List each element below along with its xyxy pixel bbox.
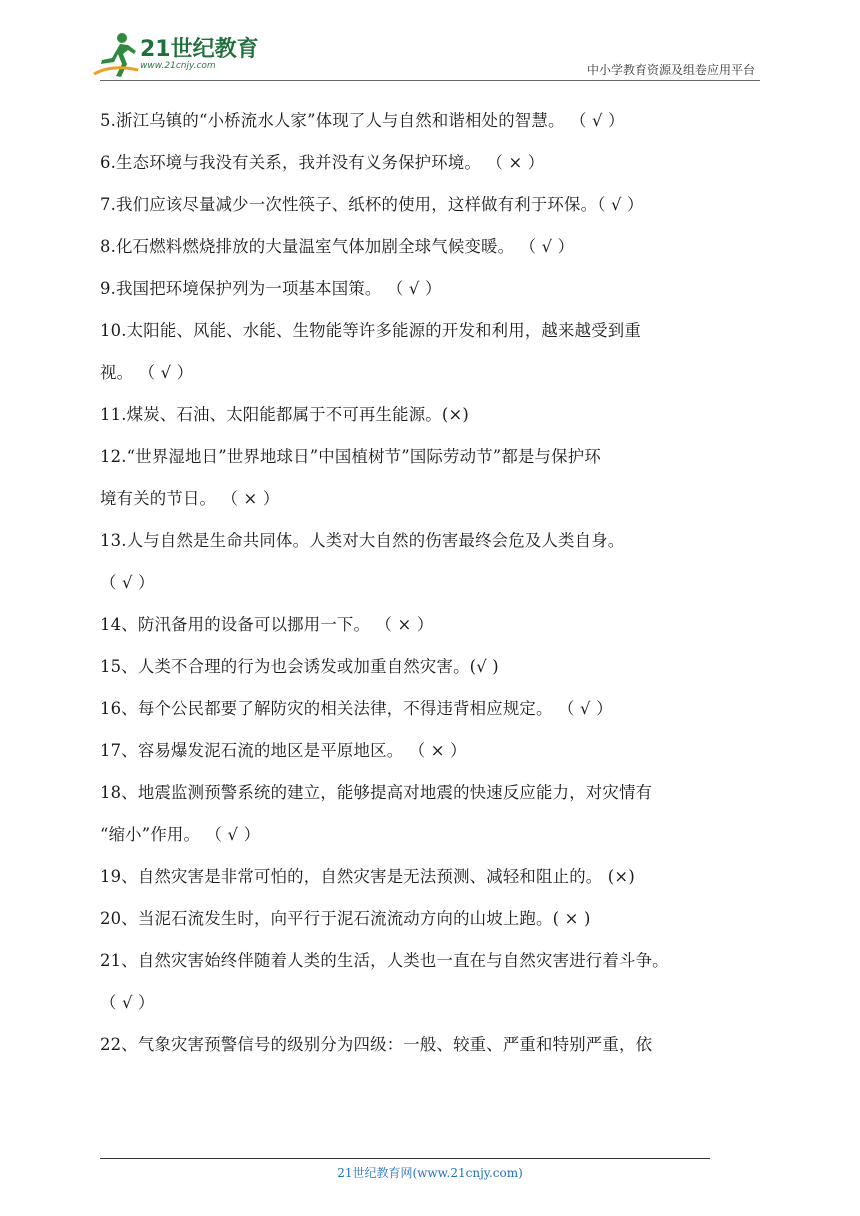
- page-footer: 21世纪教育网(www.21cnjy.com): [337, 1166, 523, 1180]
- text-line: 20、当泥石流发生时，向平行于泥石流流动方向的山坡上跑。( × ): [100, 909, 591, 928]
- text-line: （ √ ）: [100, 993, 155, 1012]
- text-line: 21、自然灾害始终伴随着人类的生活，人类也一直在与自然灾害进行着斗争。: [100, 951, 669, 970]
- text-line: 19、自然灾害是非常可怕的，自然灾害是无法预测、减轻和阻止的。 (×): [100, 867, 635, 886]
- logo-text: 21世纪教育: [140, 37, 259, 62]
- header-divider: [100, 80, 760, 81]
- text-line: 12.“世界湿地日”世界地球日”中国植树节”国际劳动节”都是与保护环: [100, 447, 601, 466]
- platform-title: 中小学教育资源及组卷应用平台: [586, 63, 755, 77]
- text-line: “缩小”作用。 （ √ ）: [100, 825, 261, 844]
- text-line: 10.太阳能、风能、水能、生物能等许多能源的开发和利用，越来越受到重: [100, 321, 641, 340]
- footer-divider: [100, 1158, 710, 1159]
- text-line: 13.人与自然是生命共同体。人类对大自然的伤害最终会危及人类自身。: [100, 531, 625, 550]
- page-header: [0, 0, 860, 90]
- text-line: 22、气象灾害预警信号的级别分为四级：一般、较重、严重和特别严重，依: [100, 1035, 653, 1054]
- text-line: 9.我国把环境保护列为一项基本国策。 （ √ ）: [100, 279, 442, 298]
- text-line: 6.生态环境与我没有关系，我并没有义务保护环境。 （ × ）: [100, 153, 545, 172]
- logo: [92, 30, 262, 82]
- document-body: [100, 100, 765, 1066]
- text-line: 5.浙江乌镇的“小桥流水人家”体现了人与自然和谐相处的智慧。 （ √ ）: [100, 111, 625, 130]
- text-line: 7.我们应该尽量减少一次性筷子、纸杯的使用，这样做有利于环保。（ √ ）: [100, 195, 644, 214]
- text-line: 8.化石燃料燃烧排放的大量温室气体加剧全球气候变暖。 （ √ ）: [100, 237, 575, 256]
- runner-logo-icon: [92, 30, 140, 80]
- text-line: （ √ ）: [100, 573, 155, 592]
- text-line: 16、每个公民都要了解防灾的相关法律，不得违背相应规定。 （ √ ）: [100, 699, 613, 718]
- logo-url-text: www.21cnjy.com: [140, 61, 216, 71]
- text-line: 境有关的节日。 （ × ）: [100, 489, 280, 508]
- text-line: 17、容易爆发泥石流的地区是平原地区。 （ × ）: [100, 741, 467, 760]
- text-line: 11.煤炭、石油、太阳能都属于不可再生能源。(×): [100, 405, 470, 424]
- text-line: 视。 （ √ ）: [100, 363, 194, 382]
- text-line: 15、人类不合理的行为也会诱发或加重自然灾害。(√ ): [100, 657, 499, 676]
- text-line: 14、防汛备用的设备可以挪用一下。 （ × ）: [100, 615, 434, 634]
- text-line: 18、地震监测预警系统的建立，能够提高对地震的快速反应能力，对灾情有: [100, 783, 653, 802]
